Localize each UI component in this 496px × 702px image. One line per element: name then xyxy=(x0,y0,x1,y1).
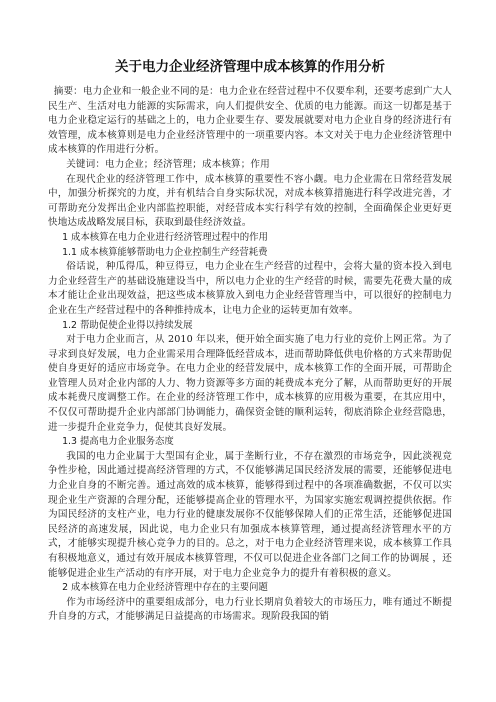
intro-paragraph: 在现代企业的经济管理工作中，成本核算的重要性不容小觑。电力企业需在日常经营发展中，加强分析探究的力度，并有机结合自身实际状况，对成本核算措施进行科学改进完善，才可帮助充分发挥出企业内部监控职能，对经营成本实行科学有效的控制，全面确保企业更好更快地达成战略发展目标，获取到最佳经济效益。 xyxy=(48,173,452,229)
section-1-1-paragraph: 俗话说，种瓜得瓜，种豆得豆，电力企业在生产经营的过程中，会将大量的资本投入到电力企业经营生产的基础设施建设当中，所以电力企业的生产经营的时候，需要先花费大量的成本才能让企业出现效益，把这些成本核算放入到电力企业经营管理当中，可以很好的控制电力企业在生产经营过程中的各种推持成本，让电力企业的运转更加有效率。 xyxy=(48,261,452,316)
section-1-1-heading: 1.1 成本核算能够帮助电力企业控制生产经营耗费 xyxy=(62,246,268,258)
keywords: 关键词：电力企业；经济管理；成本核算；作用 xyxy=(66,158,270,170)
section-2-paragraph: 作为市场经济中的重要组成部分，电力行业长期肩负着较大的市场压力，唯有通过不断提升自身的方式，才能够满足日益提高的市场需求。现阶段我国的销 xyxy=(48,596,452,623)
section-1-heading: 1 成本核算在电力企业进行经济管理过程中的作用 xyxy=(62,231,268,243)
abstract: 摘要：电力企业和一般企业不同的是：电力企业在经营过程中不仅要牟利，还要考虑到广大人民生产、生活对电力能源的实际需求，向人们提供安全、优质的电力能源。而这一切都是基于电力企业稳定运行的基础之上的，电力企业要生存、要发展就要对电力企业自身的经济进行有效管理，成本核算则是电力企业经济管理中的一项重要内容。本文对关于电力企业经济管理中成本核算的作用进行分析。 xyxy=(48,86,452,156)
section-2-heading: 2 成本核算在电力企业经济管理中存在的主要问题 xyxy=(62,582,268,594)
section-1-2-paragraph: 对于电力企业而言，从 2010 年以来，便开始全面实施了电力行业的竞价上网正常。为了寻求到良好发展，电力企业需采用合理降低经营成本，进而帮助降低供电价格的方式来帮助促使自身更好的适应市场竞争。在电力企业的经营发展中，成本核算工作的全面开展，可帮助企业管理人员对企业内部的人力、物力资源等多方面的耗费成本充分了解，从而帮助更好的开展成本耗费尺度调整工作。在企业的经济管理工作中，成本核算的应用极为重要，在其应用中，不仅仅可帮助提升企业内部部门协调能力，确保资金链的顺利运转，彻底消除企业经营隐患，进一步提升企业竞争力，促使其良好发展。 xyxy=(48,334,452,433)
section-1-3-paragraph: 我国的电力企业属于大型国有企业，属于垄断行业，不存在激烈的市场竞争，因此淡视竞争性步枪，因此通过提高经济管理的方式，不仅能够满足国民经济发展的需要，还能够促进电力企业自身的不断完善。通过高效的成本核算，能够得到过程中的各项准确数据，不仅可以实现企业生产资源的合理分配，还能够提高企业的管理水平，为国家实施宏观调控提供依据。作为国民经济的支柱产业，电力行业的健康发展你不仅能够保障人们的正常生活，还能够促进国民经济的高速发展，因此说，电力企业只有加强成本核算管理，通过提高经济管理水平的方式，才能够实现提升核心竞争力的目的。总之，对于电力企业经济管理来说，成本核算工作具有积极地意义，通过有效开展成本核算管理，不仅可以促进企业各部门之间工作的协调展 ，还能够促进企业生产活动的有序开展，对于电力企业竞争力的提升有着积极的意义。 xyxy=(48,450,452,579)
section-1-2-heading: 1.2 帮助促使企业得以持续发展 xyxy=(62,319,193,331)
document-title: 关于电力企业经济管理中成本核算的作用分析 xyxy=(115,59,385,75)
section-1-3-heading: 1.3 提高电力企业服务态度 xyxy=(62,436,174,448)
